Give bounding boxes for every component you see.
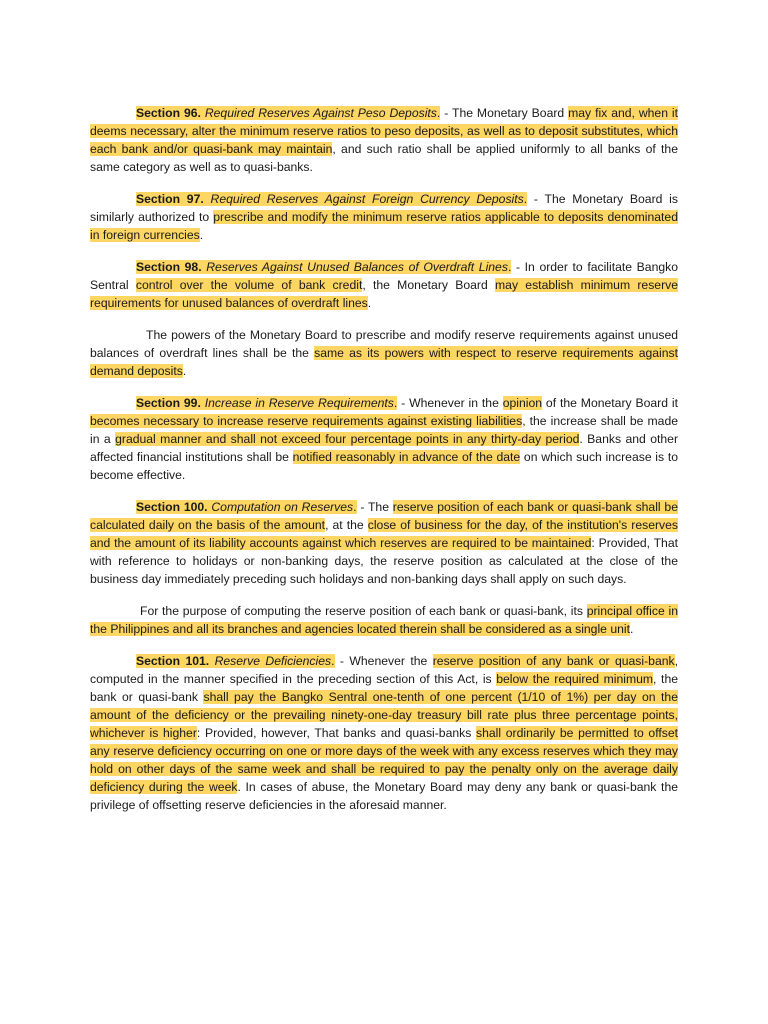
- paragraph: [90, 190, 678, 244]
- section-title: Computation on Reserves: [211, 500, 354, 514]
- body-text: , the Monetary Board: [362, 278, 496, 292]
- body-text: of the Monetary Board it: [542, 396, 678, 410]
- paragraph: [90, 602, 678, 638]
- body-text: - The: [356, 500, 393, 514]
- body-text: . Banks and other affected financial institutions shall be: [90, 432, 678, 464]
- highlighted-text: principal office in the Philippines and all its branches and agencies located therein shall be considered as a single unit: [90, 604, 678, 636]
- highlighted-text: shall pay the Bangko Sentral one-tenth of one percent (1/10 of 1%) per day on the amount of the deficiency or the prevailing ninety-one-day treasury bill rate plus three percentage points, whichever is higher: [90, 690, 678, 740]
- body-text: For the purpose of computing the reserve position of each bank or quasi-bank, its: [140, 604, 587, 618]
- section-number: Section 97.: [136, 192, 204, 206]
- paragraph: [90, 258, 678, 312]
- body-text: - The Monetary Board: [440, 106, 569, 120]
- highlighted-text: same as its powers with respect to reserve requirements against demand deposits: [90, 346, 678, 378]
- body-text: on which such increase is to become effective.: [90, 450, 678, 482]
- body-text: : Provided, however, That banks and quasi-banks: [196, 726, 477, 740]
- highlighted-text: [204, 192, 211, 206]
- body-text: , the increase shall be made in a: [90, 414, 679, 446]
- highlighted-text: .: [507, 260, 512, 274]
- body-text: - Whenever the: [334, 654, 433, 668]
- highlighted-text: [209, 654, 214, 668]
- section-number: Section 98.: [136, 260, 202, 274]
- highlighted-text: may establish minimum reserve requirements for unused balances of overdraft lines: [90, 278, 678, 310]
- body-text: .: [199, 228, 204, 242]
- highlighted-text: shall ordinarily be permitted to offset any reserve deficiency occurring on one or more days of the week with any excess reserves which they may hold on other days of the same week and shall be required to pay the penalty only on the average daily deficiency during the week: [90, 726, 678, 794]
- highlighted-text: control over the volume of bank credit: [135, 278, 363, 292]
- highlighted-text: .: [393, 396, 398, 410]
- body-text: : Provided, That with reference to holidays or non-banking days, the reserve position as calculated at the close of the business day immediately preceding such holidays and non-banking days shall apply on such days.: [90, 536, 679, 586]
- section-title: Increase in Reserve Requirements: [204, 396, 394, 410]
- body-text: , and such ratio shall be applied uniformly to all banks of the same category as well as to quasi-banks.: [90, 142, 678, 174]
- highlighted-text: prescribe and modify the minimum reserve ratios applicable to deposits denominated in foreign currencies: [90, 210, 678, 242]
- body-text: , at the: [325, 518, 368, 532]
- section-title: Reserves Against Unused Balances of Overdraft Lines: [206, 260, 508, 274]
- paragraph: [90, 326, 678, 380]
- section-number: Section 96.: [136, 106, 201, 120]
- body-text: . In cases of abuse, the Monetary Board may deny any bank or quasi-bank the privilege of offsetting reserve deficiencies in the aforesaid manner.: [90, 780, 678, 812]
- body-text: - Whenever in the: [397, 396, 503, 410]
- body-text: , computed in the manner specified in the preceding section of this Act, is: [90, 654, 678, 686]
- highlighted-text: may fix and, when it deems necessary, alter the minimum reserve ratios to peso deposits, as well as to deposit substitutes, which each bank and/or quasi-bank may maintain: [90, 106, 679, 156]
- body-text: .: [630, 622, 634, 636]
- paragraph: [90, 498, 678, 588]
- highlighted-text: below the required minimum: [496, 672, 654, 686]
- body-text: - The Monetary Board is similarly authorized to: [90, 192, 678, 224]
- paragraph: [90, 104, 678, 176]
- paragraph: [90, 394, 678, 484]
- highlighted-text: .: [331, 654, 335, 668]
- highlighted-text: becomes necessary to increase reserve requirements against existing liabilities: [90, 414, 523, 428]
- section-number: Section 100.: [136, 500, 208, 514]
- body-text: .: [182, 364, 187, 378]
- highlighted-text: gradual manner and shall not exceed four percentage points in any thirty-day period: [115, 432, 580, 446]
- section-title: Required Reserves Against Peso Deposits: [204, 106, 437, 120]
- body-text: The powers of the Monetary Board to prescribe and modify reserve requirements against unused balances of overdraft lines shall be the: [90, 328, 678, 360]
- section-number: Section 101.: [136, 654, 210, 668]
- body-text: , the bank or quasi-bank: [90, 672, 678, 704]
- section-title: Reserve Deficiencies: [214, 654, 332, 668]
- body-text: - In order to facilitate Bangko Sentral: [90, 260, 678, 292]
- paragraph: [90, 652, 678, 814]
- highlighted-text: .: [436, 106, 441, 120]
- highlighted-text: reserve position of each bank or quasi-bank shall be calculated daily on the basis of the amount: [90, 500, 678, 532]
- highlighted-text: opinion: [502, 396, 543, 410]
- highlighted-text: .: [353, 500, 357, 514]
- highlighted-text: notified reasonably in advance of the date: [292, 450, 521, 464]
- section-number: Section 99.: [136, 396, 201, 410]
- document-page: [90, 104, 678, 828]
- section-title: Required Reserves Against Foreign Currency Deposits: [210, 192, 524, 206]
- highlighted-text: .: [523, 192, 528, 206]
- body-text: .: [367, 296, 372, 310]
- highlighted-text: reserve position of any bank or quasi-bank: [432, 654, 675, 668]
- highlighted-text: close of business for the day, of the institution's reserves and the amount of its liability accounts against which reserves are required to be maintained: [90, 518, 679, 550]
